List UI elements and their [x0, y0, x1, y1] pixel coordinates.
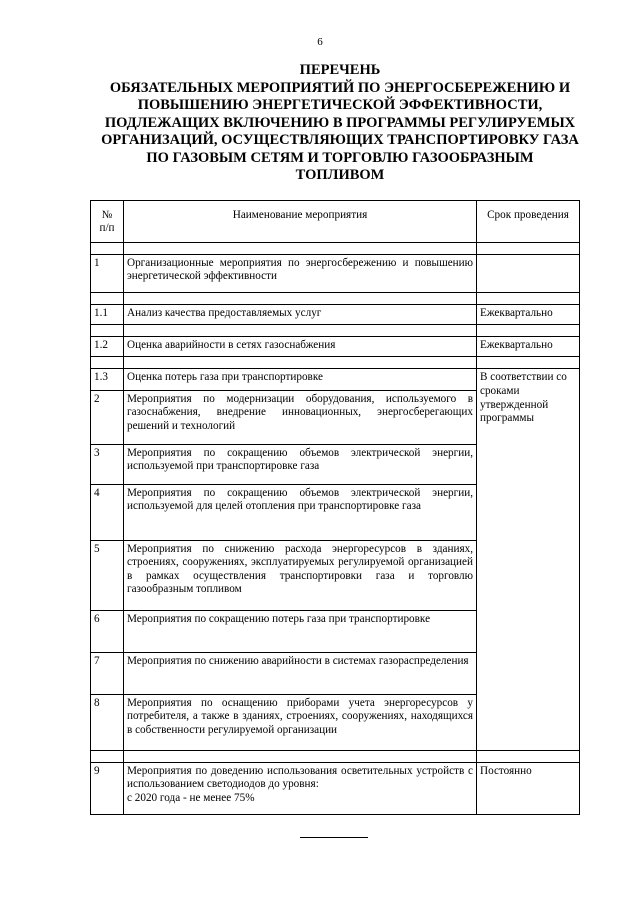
row-number: 8 [91, 695, 124, 751]
measures-table [90, 200, 580, 815]
spacer-row [91, 325, 580, 337]
footer-divider [300, 837, 368, 838]
title-line: ТОПЛИВОМ [295, 167, 385, 183]
row-name: Организационные мероприятия по энергосбережению и повышению энергетической эффективности [124, 255, 477, 293]
row-name: Мероприятия по сокращению объемов электрической энергии, используемой для целей отопления при транспортировке газа [124, 485, 477, 541]
row-number: 3 [91, 445, 124, 485]
table-row [91, 763, 580, 815]
row-name: Оценка аварийности в сетях газоснабжения [124, 337, 477, 357]
row-term: Ежеквартально [477, 337, 580, 357]
title-line: ПОДЛЕЖАЩИХ ВКЛЮЧЕНИЮ В ПРОГРАММЫ РЕГУЛИРУЕМЫХ [104, 114, 576, 131]
row-number: 6 [91, 611, 124, 653]
table-row [91, 337, 580, 357]
document-title [70, 62, 610, 185]
page-number: 6 [317, 36, 323, 48]
spacer-row [91, 751, 580, 763]
row-name: Мероприятия по оснащению приборами учета энергоресурсов у потребителя, а также в зданиях, строениях, сооружениях, находящихся в собственности регулируемой организации [124, 695, 477, 751]
row-number: 1.3 [91, 369, 124, 391]
row-name: Мероприятия по модернизации оборудования, используемого в газоснабжения, внедрение инновационных, энергосберегающих решений и технологий [124, 391, 477, 445]
table-header-row [91, 201, 580, 243]
header-number [91, 201, 124, 243]
title-line: ПЕРЕЧЕНЬ [299, 62, 381, 78]
header-name: Наименование мероприятия [124, 201, 477, 243]
spacer-row [91, 357, 580, 369]
row-number: 9 [91, 763, 124, 815]
row-name: Мероприятия по сокращению потерь газа при транспортировке [124, 611, 477, 653]
row-number: 1.1 [91, 305, 124, 325]
header-number-abbr: п/п [99, 222, 115, 235]
row-number: 5 [91, 541, 124, 611]
row-name: Мероприятия по сокращению объемов электрической энергии, используемой при транспортировке газа [124, 445, 477, 485]
title-line: ПО ГАЗОВЫМ СЕТЯМ И ТОРГОВЛЮ ГАЗООБРАЗНЫМ [146, 149, 534, 166]
row-number: 2 [91, 391, 124, 445]
row-name: Мероприятия по снижению аварийности в системах газораспределения [124, 653, 477, 695]
header-number-symbol: № [101, 209, 113, 221]
table-row [91, 305, 580, 325]
row-term: Постоянно [477, 763, 580, 815]
row-name-main: Мероприятия по доведению использования осветительных устройств с использованием светодиодов до уровня: [127, 765, 473, 791]
row-name: Оценка потерь газа при транспортировке [124, 369, 477, 391]
merged-term-cell: В соответствии со сроками утвержденной программы [477, 369, 580, 751]
row-name: Мероприятия по снижению расхода энергоресурсов в зданиях, строениях, сооружениях, эксплуатируемых регулируемой организацией в рамках осуществления транспортировки газа и торговлю газообразным топливом [124, 541, 477, 611]
title-line: ОРГАНИЗАЦИЙ, ОСУЩЕСТВЛЯЮЩИХ ТРАНСПОРТИРОВКУ ГАЗА [101, 132, 579, 148]
row-term [477, 255, 580, 293]
spacer-row [91, 293, 580, 305]
spacer-row [91, 243, 580, 255]
header-term: Срок проведения [477, 201, 580, 243]
table-row [91, 255, 580, 293]
row-term: Ежеквартально [477, 305, 580, 325]
title-line: ПОВЫШЕНИЮ ЭНЕРГЕТИЧЕСКОЙ ЭФФЕКТИВНОСТИ, [137, 97, 543, 113]
row-number: 1.2 [91, 337, 124, 357]
row-name: Анализ качества предоставляемых услуг [124, 305, 477, 325]
row-number: 4 [91, 485, 124, 541]
row-name-target: с 2020 года - не менее 75% [127, 791, 255, 804]
title-line: ОБЯЗАТЕЛЬНЫХ МЕРОПРИЯТИЙ ПО ЭНЕРГОСБЕРЕЖЕНИЮ И [109, 79, 571, 96]
row-number: 7 [91, 653, 124, 695]
row-name [124, 763, 477, 815]
row-number: 1 [91, 255, 124, 293]
table-row [91, 369, 580, 391]
